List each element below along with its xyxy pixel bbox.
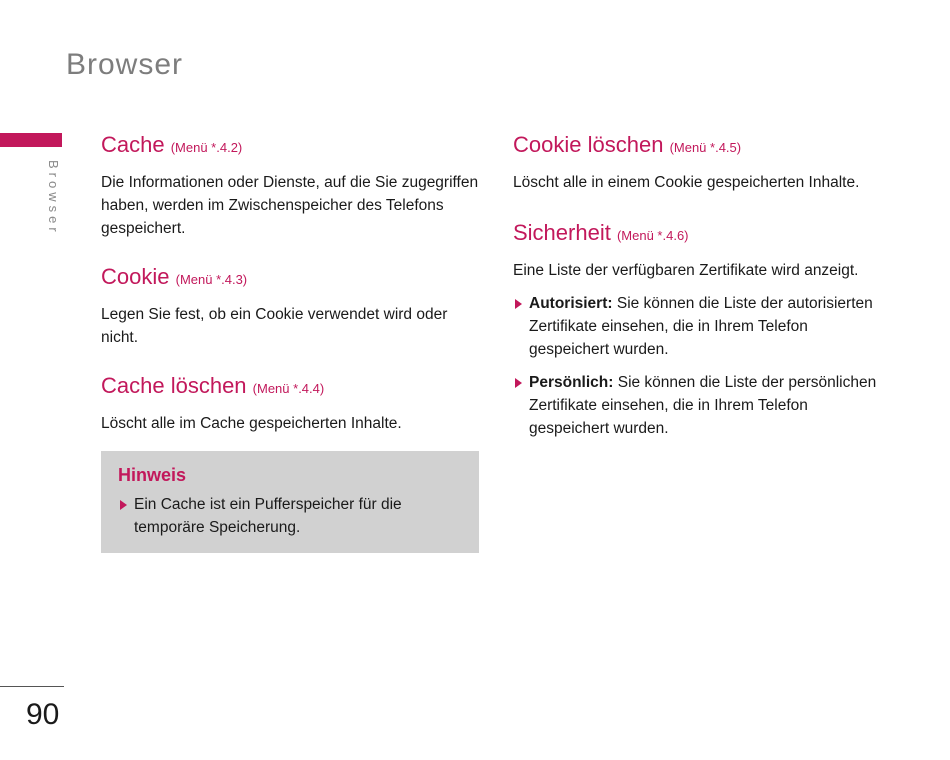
section-text: Eine Liste der verfügbaren Zertifikate wird anzeigt. bbox=[513, 262, 859, 279]
bullet-label: Autorisiert: bbox=[529, 295, 613, 312]
bullet-text: Sie können die Liste der persönlichen Zertifikate einsehen, die in Ihrem Telefon gespeichert wurden. bbox=[529, 374, 877, 437]
section-text: Die Informationen oder Dienste, auf die Sie zugegriffen haben, werden im Zwischenspeicher des Telefons gespeichert. bbox=[101, 174, 479, 237]
section-title: Cache bbox=[101, 132, 165, 157]
section-heading bbox=[101, 262, 479, 295]
menu-path: (Menü *.4.4) bbox=[252, 381, 325, 396]
note-bullet bbox=[118, 493, 463, 539]
section-heading bbox=[513, 218, 883, 251]
section-title: Cookie löschen bbox=[513, 132, 664, 157]
section-cookie bbox=[101, 262, 479, 349]
section-cache bbox=[101, 130, 479, 240]
section-title: Cache löschen bbox=[101, 373, 247, 398]
section-heading bbox=[513, 130, 883, 163]
chapter-side-tab: Browser bbox=[46, 160, 61, 236]
section-heading bbox=[101, 130, 479, 163]
note-text: Ein Cache ist ein Pufferspeicher für die temporäre Speicherung. bbox=[134, 496, 402, 536]
left-column bbox=[101, 130, 479, 553]
page-title: Browser bbox=[66, 48, 184, 81]
note-box bbox=[101, 451, 479, 553]
section-sicherheit bbox=[513, 218, 883, 282]
page-number-rule bbox=[0, 686, 64, 687]
section-text: Löscht alle in einem Cookie gespeicherten Inhalte. bbox=[513, 174, 860, 191]
page-number: 90 bbox=[26, 698, 60, 731]
bullet-triangle-icon bbox=[120, 500, 127, 510]
section-heading bbox=[101, 371, 479, 404]
bullet-triangle-icon bbox=[515, 378, 522, 388]
bullet-text: Sie können die Liste der autorisierten Zertifikate einsehen, die in Ihrem Telefon gespeichert wurden. bbox=[529, 295, 873, 358]
bullet-persoenlich bbox=[513, 371, 883, 440]
chapter-accent-bar bbox=[0, 133, 62, 147]
menu-path: (Menü *.4.2) bbox=[170, 140, 243, 155]
menu-path: (Menü *.4.6) bbox=[616, 228, 689, 243]
section-text: Löscht alle im Cache gespeicherten Inhalte. bbox=[101, 415, 402, 432]
note-title: Hinweis bbox=[118, 465, 187, 485]
section-cookie-loeschen bbox=[513, 130, 883, 194]
section-cache-loeschen bbox=[101, 371, 479, 435]
menu-path: (Menü *.4.3) bbox=[175, 272, 248, 287]
menu-path: (Menü *.4.5) bbox=[669, 140, 742, 155]
section-text: Legen Sie fest, ob ein Cookie verwendet wird oder nicht. bbox=[101, 306, 448, 346]
bullet-triangle-icon bbox=[515, 299, 522, 309]
section-title: Sicherheit bbox=[513, 220, 611, 245]
bullet-autorisiert bbox=[513, 292, 883, 361]
bullet-label: Persönlich: bbox=[529, 374, 614, 391]
right-column bbox=[513, 130, 883, 440]
section-title: Cookie bbox=[101, 264, 170, 289]
